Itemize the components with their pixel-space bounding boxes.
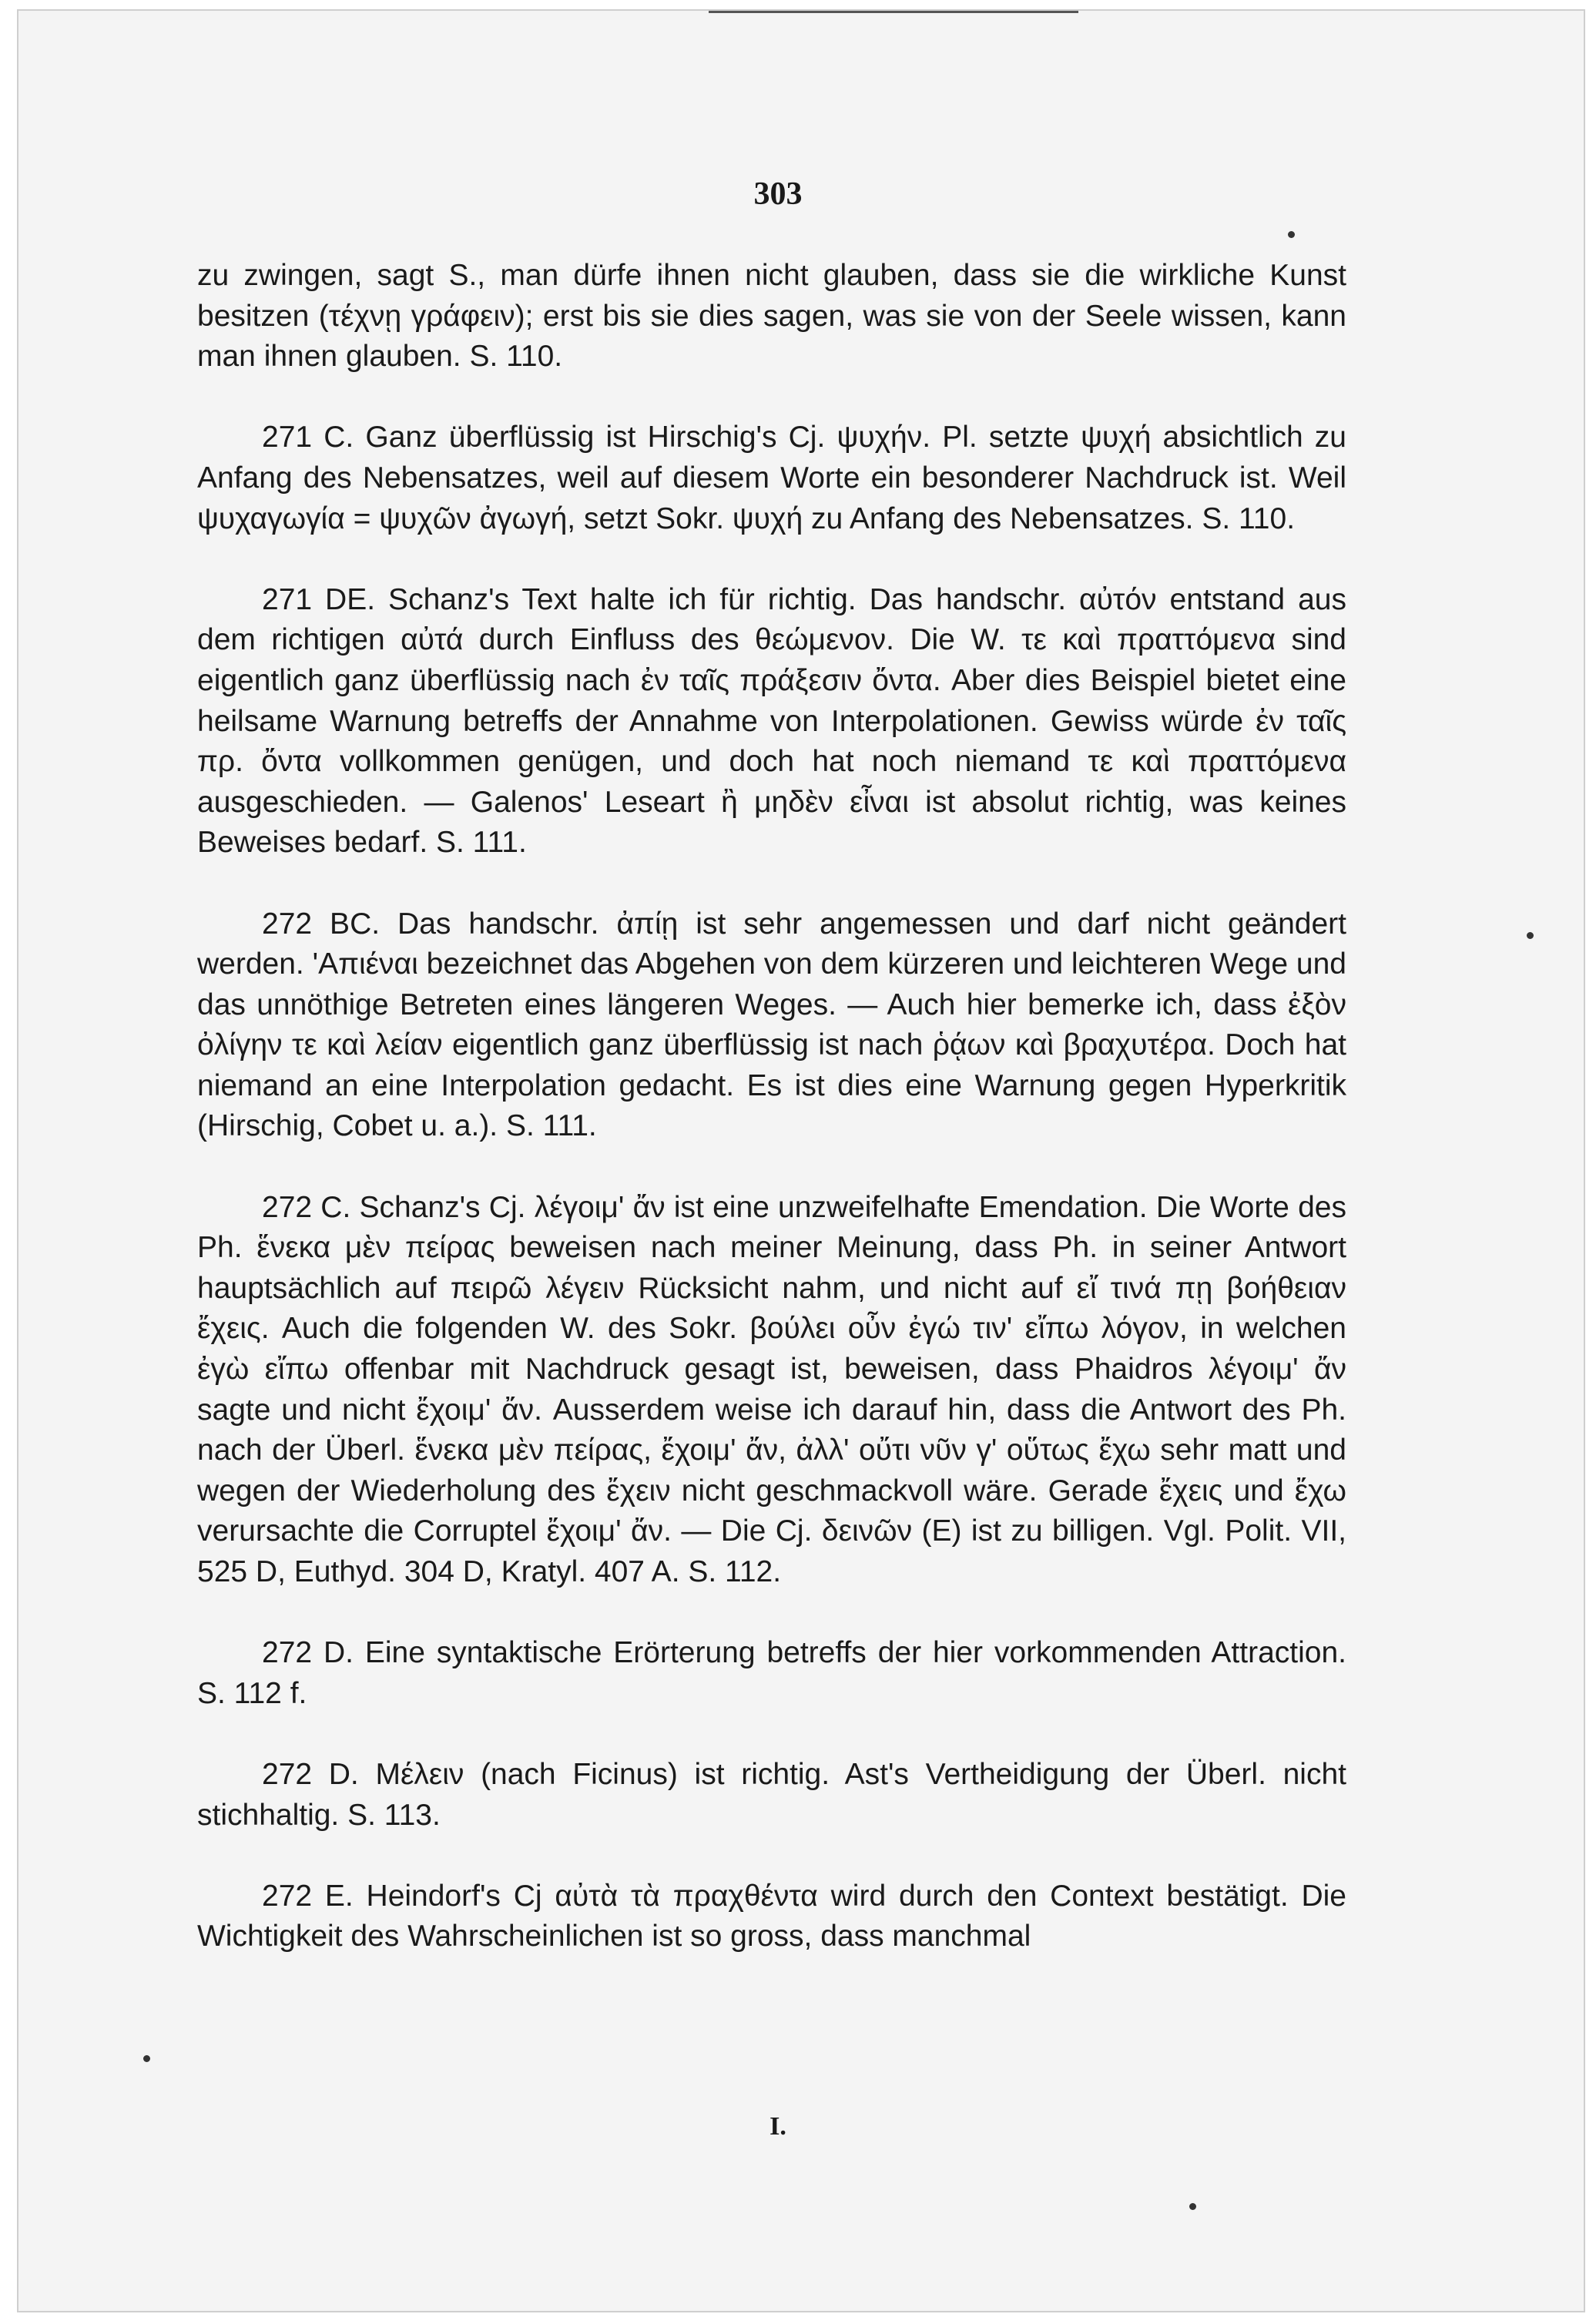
paragraph-272e: 272 E. Heindorf's Cj αὐτὰ τὰ πραχθέντα wird durch den Context bestätigt. Die Wichtigkeit des Wahrscheinlichen ist so gross, dass manchmal — [197, 1879, 1346, 1953]
signature-mark: I. — [770, 2112, 786, 2141]
speck-mark — [1189, 2203, 1196, 2210]
paragraph-272d-attraction: 272 D. Eine syntaktische Erörterung betreffs der hier vorkommenden Attraction. S. 112 f. — [197, 1636, 1346, 1710]
paragraph-271c: 271 C. Ganz überflüssig ist Hirschig's Cj. ψυχήν. Pl. setzte ψυχή absichtlich zu Anfang des Nebensatzes, weil auf diesem Worte ein besonderer Nachdruck ist. Weil ψυχαγωγία = ψυχῶν ἀγωγή, setzt Sokr. ψυχή zu Anfang des Nebensatzes. S. 110. — [197, 421, 1346, 535]
speck-mark — [1527, 932, 1534, 939]
speck-mark — [1288, 231, 1295, 238]
paragraph-272bc: 272 BC. Das handschr. ἀπίῃ ist sehr angemessen und darf nicht geändert werden. 'Απιέναι bezeichnet das Abgehen von dem kürzeren und leichteren Wege und das unnöthige Betreten eines längeren Weges. — Auch hier bemerke ich, dass ἐξὸν ὀλίγην τε καὶ λείαν eigentlich ganz überflüssig ist nach ῥᾴων καὶ βραχυτέρα. Doch hat niemand an eine Interpolation gedacht. Es ist dies eine Warnung gegen Hyperkritik (Hirschig, Cobet u. a.). S. 111. — [197, 907, 1346, 1143]
paragraph-272c: 272 C. Schanz's Cj. λέγοιμ' ἄν ist eine unzweifelhafte Emendation. Die Worte des Ph. ἕνεκα μὲν πείρας beweisen nach meiner Meinung, dass Ph. in seiner Antwort hauptsächlich auf πειρῶ λέγειν Rücksicht nahm, und nicht auf εἴ τινά πῃ βοήθειαν ἔχεις. Auch die folgenden W. des Sokr. βούλει οὖν ἐγώ τιν' εἴπω λόγον, in welchen ἐγὼ εἴπω offenbar mit Nachdruck gesagt ist, beweisen, dass Phaidros λέγοιμ' ἄν sagte und nicht ἔχοιμ' ἄν. Ausserdem weise ich darauf hin, dass die Antwort des Ph. nach der Überl. ἕνεκα μὲν πείρας, ἔχοιμ' ἄν, ἀλλ' οὔτι νῦν γ' οὕτως ἔχω sehr matt und wegen der Wiederholung des ἔχειν nicht geschmackvoll wäre. Gerade ἔχεις und ἔχω verursachte die Corruptel ἔχοιμ' ἄν. — Die Cj. δεινῶν (E) ist zu billigen. Vgl. Polit. VII, 525 D, Euthyd. 304 D, Kratyl. 407 A. S. 112. — [197, 1190, 1346, 1588]
paragraph-272d-melein: 272 D. Μέλειν (nach Ficinus) ist richtig. Ast's Vertheidigung der Überl. nicht stichhaltig. S. 113. — [197, 1757, 1346, 1832]
top-edge-line — [709, 11, 1078, 13]
paragraph-continuation: zu zwingen, sagt S., man dürfe ihnen nicht glauben, dass sie die wirkliche Kunst besitzen (τέχνῃ γράφειν); erst bis sie dies sagen, was sie von der Seele wissen, kann man ihnen glauben. S. 110. — [197, 259, 1346, 374]
document-body — [197, 256, 1346, 1998]
page-number: 303 — [753, 176, 803, 212]
paragraph-271de: 271 DE. Schanz's Text halte ich für richtig. Das handschr. αὐτόν entstand aus dem richtigen αὐτά durch Einfluss des θεώμενον. Die W. τε καὶ πραττόμενα sind eigentlich ganz überflüssig nach ἐν ταῖς πράξεσιν ὄντα. Aber dies Beispiel bietet eine heilsame Warnung betreffs der Annahme von Interpolationen. Gewiss würde ἐν ταῖς πρ. ὄντα vollkommen genügen, und doch hat noch niemand τε καὶ πραττόμενα ausgeschieden. — Galenos' Leseart ἢ μηδὲν εἶναι ist absolut richtig, was keines Beweises bedarf. S. 111. — [197, 582, 1346, 860]
speck-mark — [143, 2055, 150, 2062]
